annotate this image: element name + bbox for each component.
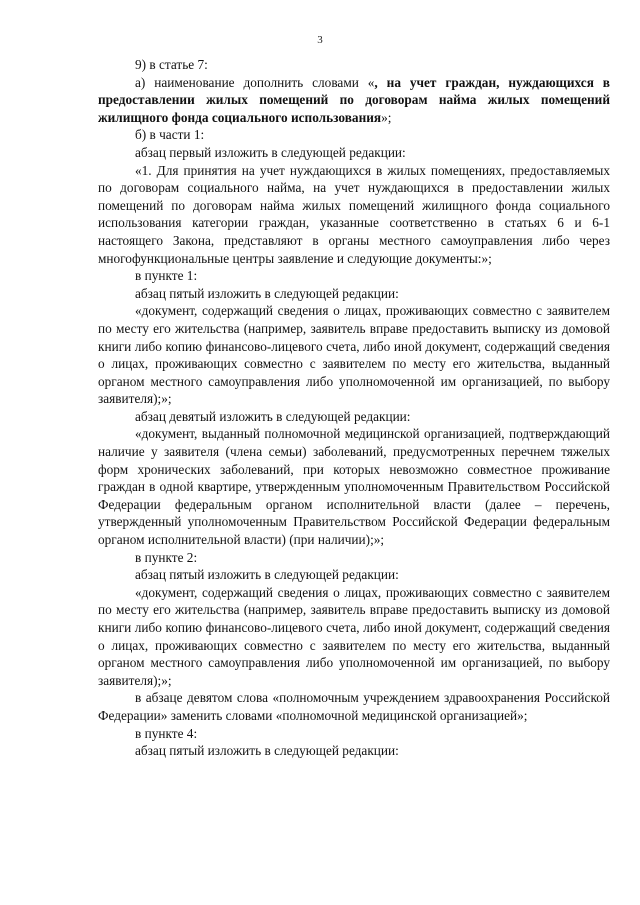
paragraph-replacement: в абзаце девятом слова «полномочным учреждением здравоохранения Российской Федерации» заменить словами «полномочной медицинской организацией»; — [98, 690, 610, 723]
paragraph-instruction: абзац пятый изложить в следующей редакции: — [135, 285, 399, 301]
paragraph-subitem-b: б) в части 1: — [135, 127, 205, 143]
paragraph-point-1: в пункте 1: — [135, 268, 198, 284]
paragraph-instruction: абзац пятый изложить в следующей редакции: — [135, 567, 399, 583]
page-number: 3 — [317, 34, 323, 46]
paragraph-quoted-text: «документ, содержащий сведения о лицах, проживающих совместно с заявителем по месту его жительства (например, заявитель вправе предоставить выписку из домовой книги либо копию финансово-лицевого счета, либо иной документ, содержащий сведения о лицах, проживающих совместно с заявителем по месту его жительства, выданный органом местного самоуправления либо уполномоченной им организацией, по выбору заявителя);»; — [98, 303, 610, 407]
paragraph-quoted-text: «1. Для принятия на учет нуждающихся в жилых помещениях, предоставляемых по договорам социального найма, на учет нуждающихся в предоставлении жилых помещений по договорам найма жилых помещений жилищного фонда социального использования категории граждан, указанные соответственно в статьях 6 и 6-1 настоящего Закона, представляют в органы местного самоуправления либо через многофункциональные центры заявление и следующие документы:»; — [98, 162, 610, 266]
paragraph-subitem-a-tail: »; — [381, 109, 392, 125]
paragraph-quoted-text: «документ, выданный полномочной медицинской организацией, подтверждающий наличие у заявителя (члена семьи) заболеваний, предусмотренных перечнем тяжелых форм хронических заболеваний, при которых невозможно совместное проживание граждан в одной квартире, утвержденным уполномоченным Правительством Российской Федерации федеральным органом исполнительной власти (далее – перечень, утвержденный уполномоченным Правительством Российской Федерации федеральным органом исполнительной власти) (при наличии);»; — [98, 426, 610, 548]
paragraph-subitem-a — [98, 74, 610, 127]
paragraph-subitem-a-lead: а) наименование дополнить словами « — [135, 74, 375, 90]
paragraph-subitem-a-bold: , на учет граждан, нуждающихся в предоставлении жилых помещений по договорам найма жилых помещений жилищного фонда социального использования — [98, 74, 610, 125]
paragraph-point-2: в пункте 2: — [135, 549, 198, 565]
paragraph-item-9: 9) в статье 7: — [135, 57, 208, 72]
paragraph-instruction: абзац девятый изложить в следующей редакции: — [135, 408, 411, 424]
paragraph-instruction: абзац первый изложить в следующей редакции: — [135, 144, 406, 160]
paragraph-quoted-text: «документ, содержащий сведения о лицах, проживающих совместно с заявителем по месту его жительства (например, заявитель вправе предоставить выписку из домовой книги либо копию финансово-лицевого счета, либо иной документ, содержащий сведения о лицах, проживающих совместно с заявителем по месту его жительства, выданный органом местного самоуправления либо уполномоченной им организацией, по выбору заявителя);»; — [98, 584, 610, 688]
paragraph-point-4: в пункте 4: — [135, 725, 198, 741]
document-body — [98, 56, 610, 760]
paragraph-instruction: абзац пятый изложить в следующей редакции: — [135, 743, 399, 759]
